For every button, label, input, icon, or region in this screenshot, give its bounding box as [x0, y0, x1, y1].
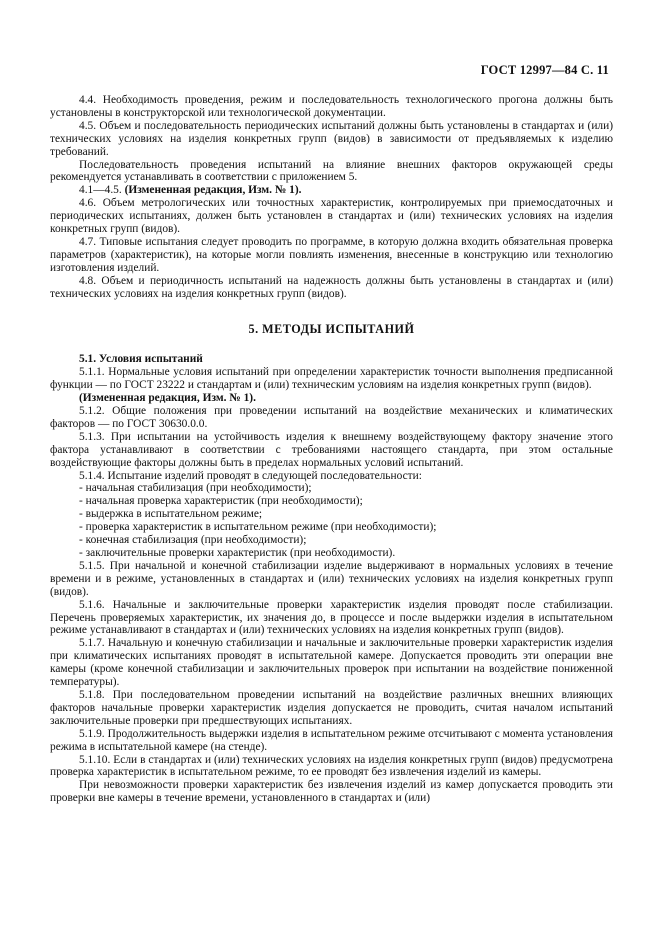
paragraph-5-1-4: 5.1.4. Испытание изделий проводят в следующей последовательности: [79, 469, 422, 482]
paragraph-5-1-8: 5.1.8. При последовательном проведении испытаний на воздействие различных внешних влияющих факторов начальные проверки характеристик изделия допускается не проводить, считая началом испытаний заключительные проверки при предшествующих испытаниях. [50, 688, 613, 727]
paragraph-5-1-10-continued: При невозможности проверки характеристик без извлечения изделий из камер допускается проводить эти проверки вне камеры в течение времени, установленного в стандартах и (или) [50, 779, 613, 805]
paragraph-4-6: 4.6. Объем метрологических или точностных характеристик, контролируемых при приемосдаточных и периодических испытаниях, должен быть установлен в стандартах и (или) технических условиях на изделия конкретных групп (видов). [50, 197, 613, 236]
list-item: - конечная стабилизация (при необходимости); [79, 534, 307, 547]
paragraph-5-1-10: 5.1.10. Если в стандартах и (или) технических условиях на изделия конкретных групп (видов) предусмотрена проверка характеристик в испытательном режиме, то ее проводят без извлечения изделий из камеры. [50, 753, 613, 779]
amendment-prefix: 4.1—4.5. [79, 184, 125, 197]
list-item: - заключительные проверки характеристик (при необходимости). [79, 547, 396, 559]
page-header: ГОСТ 12997—84 С. 11 [480, 63, 609, 77]
list-item: - начальная стабилизация (при необходимости); [79, 482, 312, 495]
paragraph-5-1-3: 5.1.3. При испытании на устойчивость изделия к внешнему воздействующему фактору значение этого фактора устанавливают в соответствии с требованиями настоящего стандарта, при этом остальные воздействующие факторы должны быть в пределах нормальных условий испытаний. [50, 430, 613, 469]
amendment-bold: (Измененная редакция, Изм. № 1). [124, 184, 302, 197]
page-content [50, 94, 613, 805]
list-item: - начальная проверка характеристик (при необходимости); [79, 495, 363, 508]
paragraph-5-1-2: 5.1.2. Общие положения при проведении испытаний на воздействие механических и климатических факторов — по ГОСТ 30630.0.0. [50, 405, 613, 430]
paragraph-4-5-sequence: Последовательность проведения испытаний на влияние внешних факторов окружающей среды рекомендуется устанавливать в соответствии с приложением 5. [50, 158, 613, 184]
paragraph-5-1-6: 5.1.6. Начальные и заключительные проверки характеристик изделия проводят после стабилизации. Перечень проверяемых характеристик, их значения до, в процессе и после выдержки изделия в испытательном режиме устанавливают в стандартах и (или) технических условиях на изделия конкретных групп (видов). [50, 598, 613, 637]
amendment-note-4-1-4-5 [50, 184, 613, 197]
paragraph-5-1-5: 5.1.5. При начальной и конечной стабилизации изделие выдерживают в нормальных условиях в течение времени и в режиме, установленных в стандартах и (или) технических условиях на изделия конкретных групп (видов). [50, 559, 613, 598]
list-item: - проверка характеристик в испытательном режиме (при необходимости); [79, 521, 437, 534]
paragraph-5-1-1: 5.1.1. Нормальные условия испытаний при определении характеристик точности выполнения предписанной функции — по ГОСТ 23222 и стандартам и (или) техническим условиям на изделия конкретных групп (видов). [50, 366, 613, 392]
amendment-note-5-1-1: (Измененная редакция, Изм. № 1). [79, 392, 256, 405]
list-item: - выдержка в испытательном режиме; [79, 508, 263, 521]
subsection-title: 5.1. Условия испытаний [79, 353, 203, 366]
paragraph-4-4: 4.4. Необходимость проведения, режим и последовательность технологического прогона должны быть установлены в конструкторской или технологической документации. [50, 94, 613, 119]
paragraph-4-8: 4.8. Объем и периодичность испытаний на надежность должны быть установлены в стандартах и (или) технических условиях на изделия конкретных групп (видов). [50, 274, 613, 300]
paragraph-5-1-9: 5.1.9. Продолжительность выдержки изделия в испытательном режиме отсчитывают с момента установления режима в испытательной камере (на стенде). [50, 727, 613, 753]
paragraph-5-1-7: 5.1.7. Начальную и конечную стабилизации и начальные и заключительные проверки характеристик изделия при климатических испытаниях проводят в испытательной камере. Допускается проводить эти операции вне камеры (кроме конечной стабилизации и заключительных проверок при испытании на воздействие пониженной температуры). [50, 637, 613, 689]
section-title: 5. МЕТОДЫ ИСПЫТАНИЙ [248, 321, 415, 336]
paragraph-4-5: 4.5. Объем и последовательность периодических испытаний должны быть установлены в стандартах и (или) технических условиях на изделия конкретных групп (видов) в зависимости от предъявляемых к изделию требований. [50, 119, 613, 158]
paragraph-4-7: 4.7. Типовые испытания следует проводить по программе, в которую должна входить обязательная проверка параметров (характеристик), на которые могли повлиять изменения, внесенные в конструкцию или технологию изготовления изделий. [50, 235, 613, 274]
